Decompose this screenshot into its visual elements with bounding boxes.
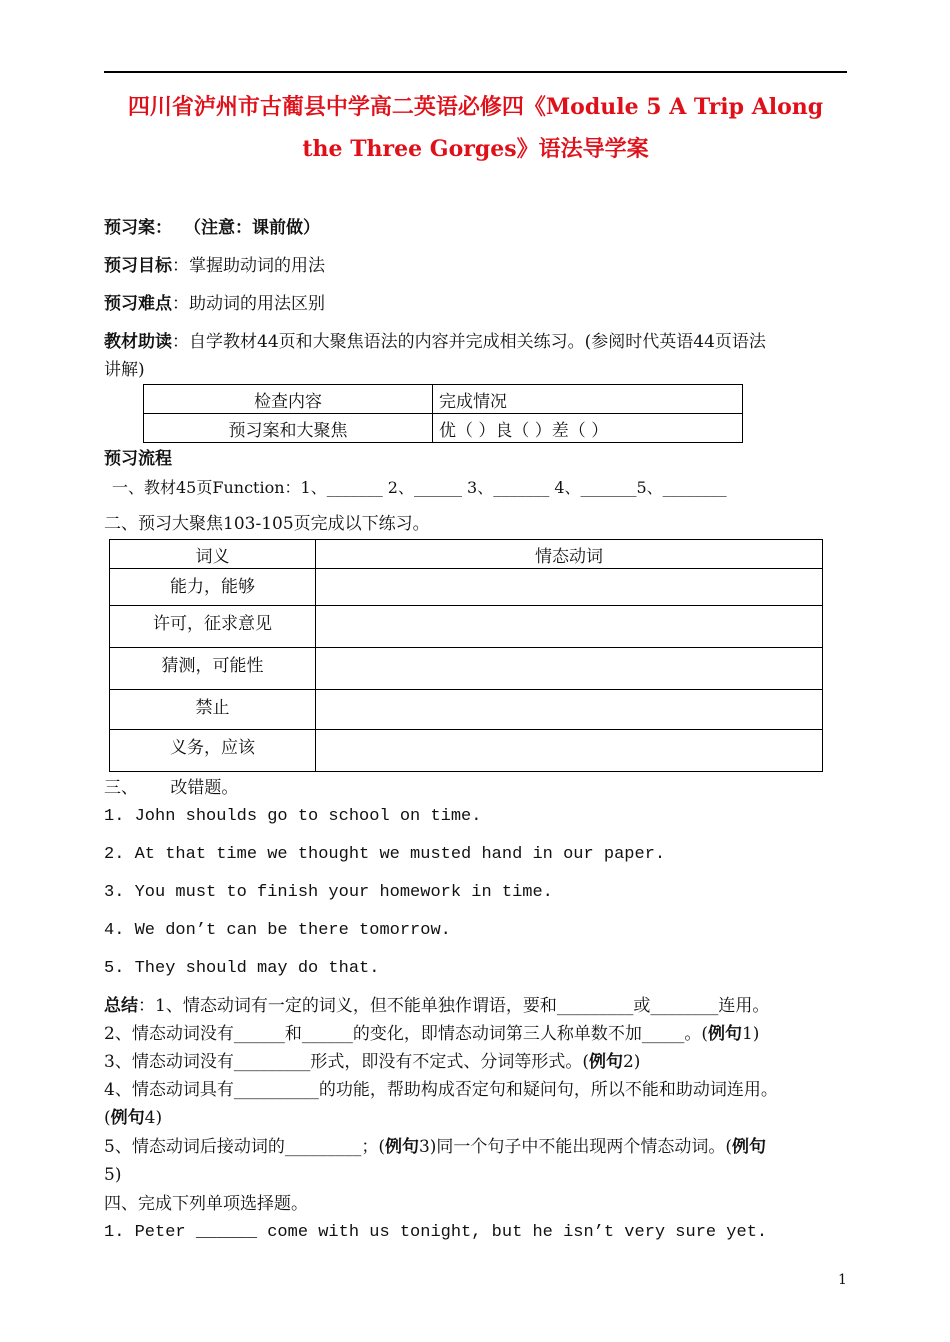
preview-goal-text: ：掌握助动词的用法 — [172, 256, 325, 276]
preview-case-note: （注意：课前做） — [184, 218, 320, 238]
preview-difficulty-line — [104, 293, 325, 315]
correction-item: 3. You must to finish your homework in time. — [104, 883, 553, 902]
check-header-content: 检查内容 — [144, 385, 433, 414]
choice-question-1: 1. Peter ______ come with us tonight, but he isn’t very sure yet. — [104, 1223, 768, 1242]
summary-line-2: 2、情态动词没有______和______的变化，即情态动词第三人称单数不加_____。(例句1) — [104, 1024, 760, 1044]
modal-row-blank — [316, 730, 823, 772]
check-table — [143, 384, 743, 443]
modal-row-blank — [316, 606, 823, 648]
check-header-status: 完成情况 — [433, 385, 743, 414]
modal-row-meaning: 义务，应该 — [110, 730, 316, 772]
modal-verb-table — [109, 539, 823, 772]
correction-item: 5. They should may do that. — [104, 959, 380, 978]
summary-line-5: 5、情态动词后接动词的_________；(例句3)同一个句子中不能出现两个情态动词。(例句 — [104, 1137, 767, 1157]
modal-header-meaning: 词义 — [110, 540, 316, 569]
summary-line-3: 3、情态动词没有_________形式，即没有不定式、分词等形式。(例句2) — [104, 1052, 641, 1072]
check-row-status: 优（ ）良（ ）差（ ） — [433, 414, 743, 443]
preview-difficulty-text: ：助动词的用法区别 — [172, 294, 325, 314]
modal-row-meaning: 能力，能够 — [110, 569, 316, 606]
summary-line-4: 4、情态动词具有__________的功能，帮助构成否定句和疑问句，所以不能和助动词连用。 — [104, 1080, 778, 1100]
correction-item: 4. We don’t can be there tomorrow. — [104, 921, 451, 940]
preview-reading-text: ：自学教材44页和大聚焦语法的内容并完成相关练习。(参阅时代英语44页语法 — [172, 332, 766, 352]
choice-heading: 四、完成下列单项选择题。 — [104, 1194, 308, 1214]
preview-reading-line — [104, 331, 766, 353]
summary-label: 总结 — [104, 996, 138, 1016]
modal-row-meaning: 许可，征求意见 — [110, 606, 316, 648]
preview-goal-label: 预习目标 — [104, 256, 172, 276]
preview-goal-line — [104, 255, 325, 277]
header-rule — [104, 71, 847, 73]
summary-line-4b: (例句4) — [104, 1108, 163, 1128]
preview-reading-label: 教材助读 — [104, 332, 172, 352]
modal-row-blank — [316, 648, 823, 690]
process-label: 预习流程 — [104, 449, 172, 469]
summary-line-1: 总结：1、情态动词有一定的词义，但不能单独作谓语，要和_________或________连用。 — [104, 996, 770, 1016]
process-line-1: 一、教材45页Function：1、_______ 2、______ 3、_______ 4、_______5、________ — [112, 478, 727, 497]
modal-row-meaning: 猜测，可能性 — [110, 648, 316, 690]
title-line-1: 四川省泸州市古蔺县中学高二英语必修四《Module 5 A Trip Along — [127, 94, 824, 120]
modal-row-blank — [316, 569, 823, 606]
title-line-2: the Three Gorges》语法导学案 — [302, 136, 649, 162]
summary-line-5b: 5) — [104, 1165, 122, 1185]
process-line-2: 二、预习大聚焦103-105页完成以下练习。 — [104, 514, 430, 534]
preview-reading-cont: 讲解) — [104, 360, 145, 380]
check-row-content: 预习案和大聚焦 — [144, 414, 433, 443]
page-number: 1 — [838, 1272, 847, 1288]
correction-item: 2. At that time we thought we musted hand in our paper. — [104, 845, 666, 864]
modal-row-blank — [316, 690, 823, 730]
corrections-heading: 三、 改错题。 — [104, 778, 239, 798]
preview-difficulty-label: 预习难点 — [104, 294, 172, 314]
modal-row-meaning: 禁止 — [110, 690, 316, 730]
preview-case-line — [104, 217, 320, 239]
page-title — [104, 86, 847, 170]
correction-item: 1. John shoulds go to school on time. — [104, 807, 482, 826]
preview-case-label: 预习案： — [104, 218, 172, 238]
modal-header-verb: 情态动词 — [316, 540, 823, 569]
